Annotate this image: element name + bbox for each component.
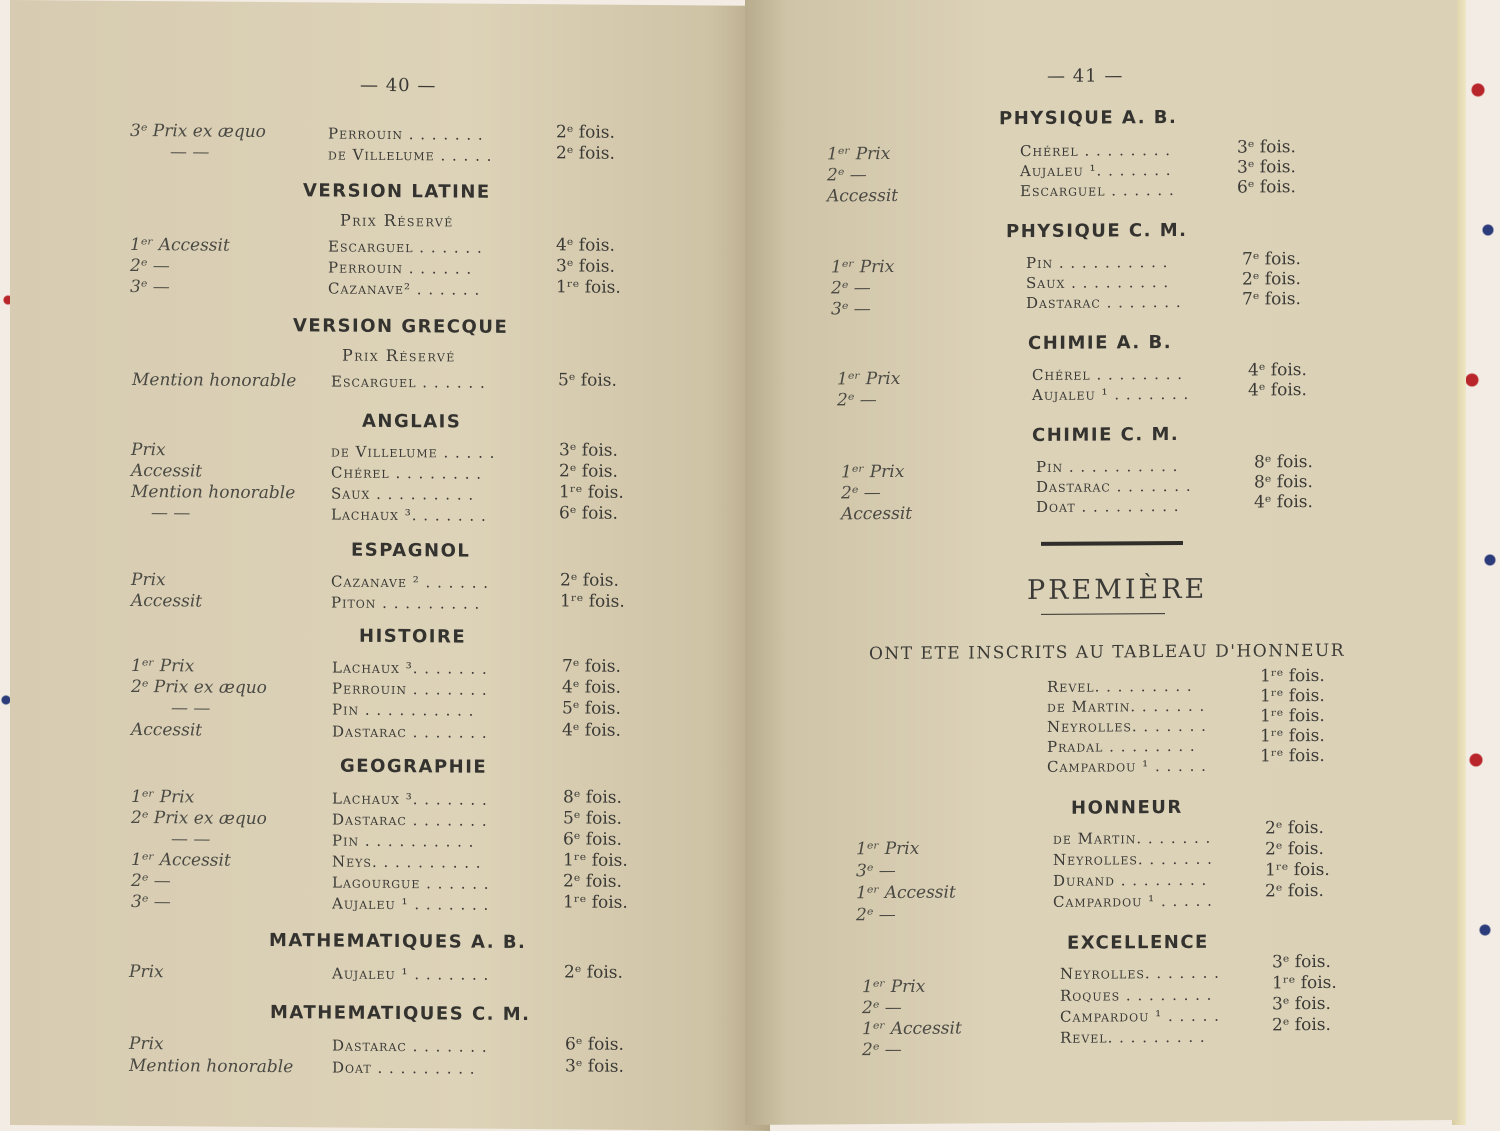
award-count: 6ᵉ fois. (559, 503, 618, 524)
award-label: Prix (131, 439, 166, 461)
section-subheading: Prix Réservé (342, 345, 456, 366)
award-label: — — (171, 698, 211, 719)
award-label: 1ᵉʳ Prix (131, 786, 195, 808)
award-label: Mention honorable (131, 481, 296, 504)
section-heading: MATHEMATIQUES C. M. (270, 1002, 531, 1026)
award-label: Accessit (131, 460, 203, 482)
section-heading: VERSION LATINE (303, 180, 491, 203)
award-count: 4ᵉ fois. (1248, 380, 1307, 401)
student-name: Cazanave² . . . . . . (328, 279, 481, 299)
student-name: Aujaleu ¹ . . . . . . . (332, 894, 490, 914)
award-label: 3ᵉ — (856, 860, 896, 882)
student-name: de Villelume . . . . . (328, 145, 493, 165)
student-name: Piton . . . . . . . . . (331, 593, 481, 613)
award-count: 4ᵉ fois. (562, 677, 621, 698)
student-name: Lachaux ³. . . . . . . (332, 789, 488, 809)
award-label: 2ᵉ — (130, 255, 170, 277)
award-label: Mention honorable (129, 1055, 294, 1078)
student-name: Aujaleu ¹ . . . . . . . (1032, 384, 1190, 404)
award-count: 2ᵉ fois. (1265, 838, 1324, 860)
student-name: Perrouin . . . . . . (328, 258, 473, 278)
award-count: 1ʳᵉ fois. (1260, 665, 1325, 687)
award-label: — — (151, 503, 191, 524)
award-count: 3ᵉ fois. (565, 1056, 624, 1077)
award-label: 2ᵉ — (862, 1039, 902, 1061)
right-page (745, 0, 1457, 1125)
award-label: 3ᵉ — (831, 299, 871, 320)
student-name: Saux . . . . . . . . . (1026, 273, 1170, 293)
student-name: de Martin. . . . . . . (1053, 828, 1212, 848)
award-label: 1ᵉʳ Prix (856, 838, 920, 860)
student-name: Roques . . . . . . . . (1060, 985, 1213, 1005)
student-name: Lagourgue . . . . . . (332, 873, 490, 893)
student-name: Cazanave ² . . . . . . (331, 572, 490, 592)
award-count: 1ʳᵉ fois. (1260, 685, 1325, 707)
award-count: 6ᵉ fois. (1237, 177, 1296, 198)
award-label: 2ᵉ — (837, 390, 877, 411)
award-count: 2ᵉ fois. (564, 962, 623, 983)
student-name: Dastarac . . . . . . . (332, 810, 488, 830)
tableau-title: ONT ETE INSCRITS AU TABLEAU D'HONNEUR (869, 640, 1346, 665)
student-name: Saux . . . . . . . . . (331, 484, 475, 504)
student-name: Campardou ¹ . . . . . (1053, 891, 1213, 911)
award-count: 8ᵉ fois. (1254, 472, 1313, 493)
award-label: 1ᵉʳ Prix (827, 143, 891, 165)
award-count: 2ᵉ fois. (1272, 1014, 1331, 1036)
award-count: 7ᵉ fois. (1242, 289, 1301, 310)
page-number: — 41 — (1047, 65, 1124, 87)
award-label: 1ᵉʳ Accessit (131, 849, 231, 871)
award-count: 6ᵉ fois. (563, 829, 622, 850)
student-name: Lachaux ³. . . . . . . (331, 505, 487, 525)
award-count: 4ᵉ fois. (1248, 360, 1307, 381)
student-name: Aujaleu ¹. . . . . . . (1020, 161, 1172, 181)
award-label: Prix (131, 569, 166, 591)
award-label: 1ᵉʳ Prix (131, 655, 195, 677)
student-name: Campardou ¹ . . . . . (1047, 756, 1207, 776)
section-heading: CHIMIE A. B. (1028, 332, 1173, 355)
section-heading: ANGLAIS (362, 410, 462, 433)
award-count: 3ᵉ fois. (1272, 993, 1331, 1015)
student-name: Neyrolles. . . . . . . (1047, 716, 1207, 736)
student-name: Escarguel . . . . . . (331, 372, 486, 392)
student-name: Pradal . . . . . . . . (1047, 736, 1196, 756)
award-label: 1ᵉʳ Accessit (856, 882, 956, 904)
award-count: 1ʳᵉ fois. (1260, 725, 1325, 747)
section-heading: HONNEUR (1071, 796, 1183, 819)
section-heading: ESPAGNOL (351, 539, 471, 562)
award-count: 6ᵉ fois. (565, 1034, 624, 1055)
student-name: de Villelume . . . . . (331, 442, 496, 462)
award-label: Accessit (131, 590, 203, 612)
award-count: 2ᵉ fois. (559, 461, 618, 482)
award-label: Accessit (841, 503, 913, 525)
award-label: 1ᵉʳ Accessit (130, 234, 230, 256)
award-count: 1ʳᵉ fois. (556, 277, 621, 298)
award-count: 2ᵉ fois. (556, 122, 615, 143)
section-subheading: Prix Réservé (340, 210, 454, 231)
student-name: Neys. . . . . . . . . . (332, 852, 482, 872)
award-count: 5ᵉ fois. (563, 808, 622, 829)
award-count: 2ᵉ fois. (560, 570, 619, 591)
section-heading: PHYSIQUE C. M. (1006, 219, 1188, 243)
student-name: Dastarac . . . . . . . (1026, 292, 1182, 313)
award-label: Prix (129, 961, 164, 983)
student-name: Perrouin . . . . . . . (332, 679, 488, 699)
student-name: Neyrolles. . . . . . . (1053, 849, 1213, 869)
award-count: 1ʳᵉ fois. (1272, 972, 1337, 994)
award-count: 2ᵉ fois. (1265, 817, 1324, 839)
award-count: 1ʳᵉ fois. (1260, 745, 1325, 767)
award-label: 2ᵉ — (827, 165, 867, 186)
student-name: Revel. . . . . . . . . (1047, 676, 1193, 696)
student-name: Dastarac . . . . . . . (332, 1036, 488, 1056)
student-name: Neyrolles. . . . . . . (1060, 963, 1220, 983)
award-count: 2ᵉ fois. (1242, 269, 1301, 290)
student-name: Pin . . . . . . . . . . (332, 700, 475, 720)
award-label: 3ᵉ — (130, 276, 170, 298)
student-name: Escarguel . . . . . . (328, 237, 483, 257)
award-count: 1ʳᵉ fois. (559, 482, 624, 503)
student-name: Dastarac . . . . . . . (1036, 476, 1192, 496)
award-label: 1ᵉʳ Prix (862, 976, 926, 998)
award-count: 1ʳᵉ fois. (563, 850, 628, 871)
award-count: 2ᵉ fois. (1265, 880, 1324, 902)
student-name: Aujaleu ¹ . . . . . . . (332, 964, 490, 984)
award-count: 5ᵉ fois. (558, 370, 617, 391)
award-count: 2ᵉ fois. (563, 871, 622, 892)
award-count: 1ʳᵉ fois. (563, 892, 628, 913)
left-page (10, 0, 770, 1131)
award-count: 3ᵉ fois. (1272, 951, 1331, 973)
student-name: Escarguel . . . . . . (1020, 180, 1175, 201)
section-heading: VERSION GRECQUE (293, 315, 509, 338)
student-name: Chérel . . . . . . . . (331, 463, 483, 483)
section-heading: EXCELLENCE (1067, 931, 1209, 954)
award-label: Mention honorable (132, 369, 297, 392)
section-heading: GEOGRAPHIE (340, 755, 488, 778)
award-count: 4ᵉ fois. (556, 235, 615, 256)
student-name: Lachaux ³. . . . . . . (332, 658, 488, 678)
award-label: 2ᵉ — (862, 997, 902, 1019)
award-label: Accessit (131, 719, 203, 741)
award-label: 2ᵉ — (831, 278, 871, 299)
award-label: Accessit (827, 185, 899, 207)
award-count: 5ᵉ fois. (562, 698, 621, 719)
student-name: Pin . . . . . . . . . . (1036, 456, 1179, 476)
section-heading: HISTOIRE (359, 625, 467, 648)
award-count: 3ᵉ fois. (1237, 137, 1296, 158)
section-heading: CHIMIE C. M. (1032, 423, 1180, 446)
student-name: Pin . . . . . . . . . . (1026, 253, 1169, 273)
award-count: 4ᵉ fois. (1254, 492, 1313, 513)
award-count: 1ʳᵉ fois. (1265, 859, 1330, 881)
award-label: — — (171, 829, 211, 850)
section-title: PREMIÈRE (1027, 573, 1208, 607)
student-name: Campardou ¹ . . . . . (1060, 1006, 1220, 1026)
award-count: 1ʳᵉ fois. (560, 591, 625, 612)
student-name: Chérel . . . . . . . . (1020, 141, 1172, 161)
award-count: 2ᵉ fois. (556, 143, 615, 164)
award-label: Prix (129, 1033, 164, 1055)
student-name: Perrouin . . . . . . . (328, 124, 484, 144)
award-label: 2ᵉ Prix ex æquo (131, 807, 267, 830)
award-count: 1ʳᵉ fois. (1260, 705, 1325, 727)
award-label: — — (170, 142, 210, 163)
student-name: Doat . . . . . . . . . (1036, 496, 1180, 516)
section-heading: MATHEMATIQUES A. B. (269, 930, 527, 954)
award-label: 2ᵉ — (856, 904, 896, 926)
award-label: 1ᵉʳ Prix (831, 256, 895, 278)
award-count: 3ᵉ fois. (556, 256, 615, 277)
award-label: 1ᵉʳ Prix (837, 368, 901, 390)
student-name: Doat . . . . . . . . . (332, 1058, 476, 1078)
award-count: 4ᵉ fois. (562, 720, 621, 741)
award-count: 7ᵉ fois. (1242, 249, 1301, 270)
section-heading: PHYSIQUE A. B. (999, 106, 1178, 130)
award-count: 7ᵉ fois. (562, 656, 621, 677)
award-count: 3ᵉ fois. (559, 440, 618, 461)
student-name: Dastarac . . . . . . . (332, 722, 488, 742)
award-label: 3ᵉ Prix ex æquo (130, 120, 266, 143)
award-count: 3ᵉ fois. (1237, 157, 1296, 178)
award-label: 3ᵉ — (131, 891, 171, 913)
student-name: Durand . . . . . . . . (1053, 870, 1208, 890)
student-name: de Martin. . . . . . . (1047, 696, 1206, 716)
student-name: Chérel . . . . . . . . (1032, 364, 1184, 384)
section-rule (1041, 541, 1183, 546)
award-count: 8ᵉ fois. (1254, 452, 1313, 473)
page-number: — 40 — (360, 74, 437, 97)
award-label: 2ᵉ — (131, 870, 171, 892)
award-label: 2ᵉ — (841, 483, 881, 504)
title-underline (1041, 613, 1165, 615)
award-count: 8ᵉ fois. (563, 787, 622, 808)
student-name: Revel. . . . . . . . . (1060, 1027, 1206, 1047)
award-label: 1ᵉʳ Prix (841, 461, 905, 483)
award-label: 1ᵉʳ Accessit (862, 1018, 962, 1040)
award-label: 2ᵉ Prix ex æquo (131, 676, 267, 699)
student-name: Pin . . . . . . . . . . (332, 831, 475, 851)
